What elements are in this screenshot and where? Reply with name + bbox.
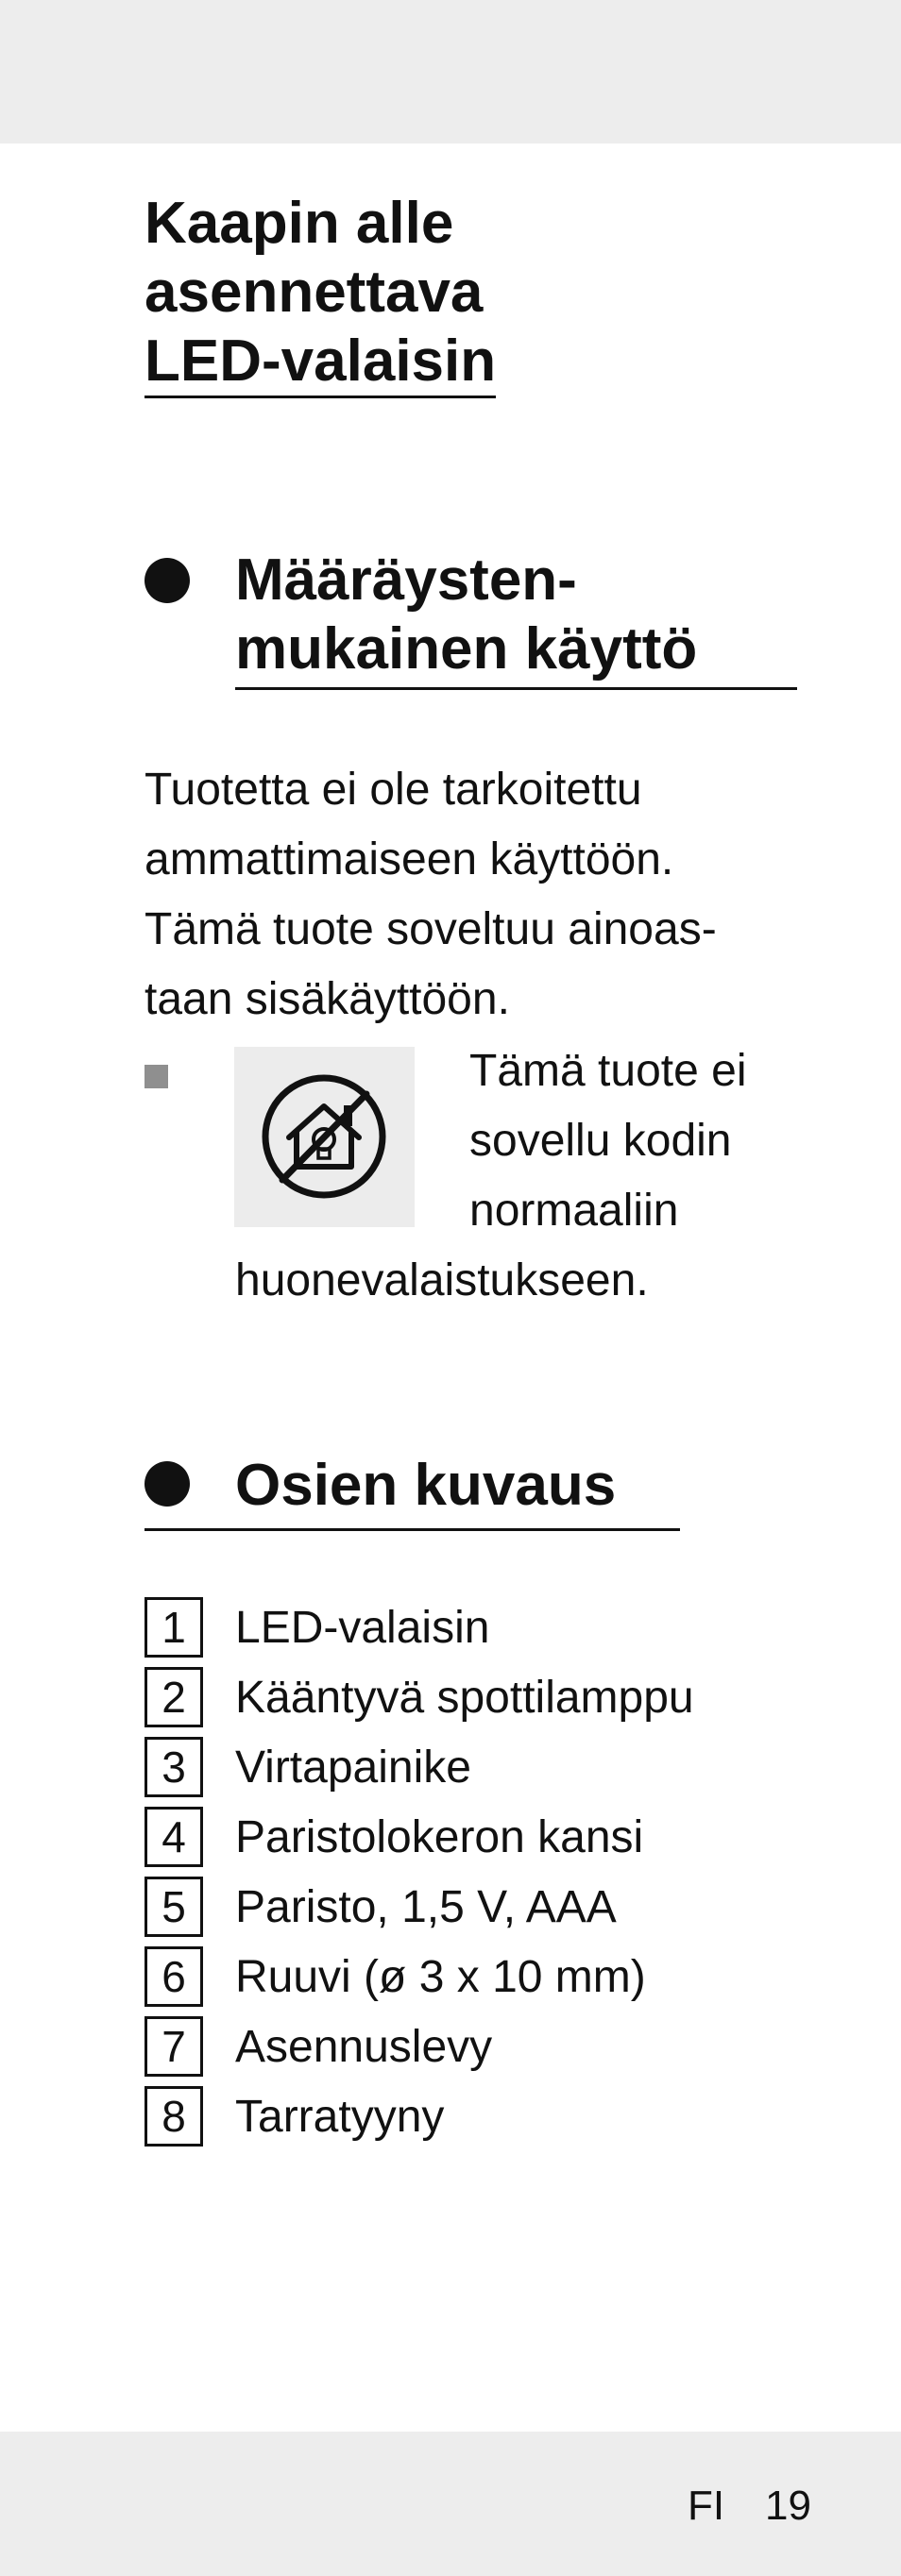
part-label: Virtapainike	[235, 1743, 471, 1793]
heading-line-1: Määräysten-	[235, 547, 577, 613]
part-number: 2	[144, 1667, 203, 1727]
heading-underline	[144, 1528, 680, 1531]
part-label: Paristo, 1,5 V, AAA	[235, 1882, 617, 1932]
title-line-3: LED-valaisin	[144, 327, 496, 398]
part-label: Paristolokeron kansi	[235, 1812, 644, 1862]
section-heading-intended-use	[235, 546, 697, 683]
no-household-lighting-icon	[234, 1047, 415, 1227]
part-number: 6	[144, 1946, 203, 2007]
title-line-1: Kaapin alle	[144, 191, 454, 256]
part-number: 5	[144, 1877, 203, 1937]
note-line: sovellu kodin	[469, 1116, 732, 1166]
note-line: huonevalaistukseen.	[235, 1255, 649, 1305]
part-number: 1	[144, 1597, 203, 1658]
section-bullet-icon	[144, 558, 190, 603]
part-number: 8	[144, 2086, 203, 2147]
paragraph-line: ammattimaiseen käyttöön.	[144, 834, 674, 884]
part-label: Ruuvi (ø 3 x 10 mm)	[235, 1952, 646, 2002]
document-title	[144, 189, 636, 398]
part-number: 4	[144, 1807, 203, 1867]
note-line: normaaliin	[469, 1186, 679, 1236]
page-number: 19	[765, 2483, 811, 2529]
part-number: 7	[144, 2016, 203, 2077]
part-number: 3	[144, 1737, 203, 1797]
square-bullet-icon	[144, 1065, 168, 1088]
section-heading-parts	[235, 1451, 616, 1520]
header-band	[0, 0, 901, 143]
paragraph-line: Tämä tuote soveltuu ainoas-	[144, 904, 717, 954]
title-line-2: asennettava	[144, 260, 484, 325]
part-label: Kääntyvä spottilamppu	[235, 1673, 694, 1723]
paragraph-line: Tuotetta ei ole tarkoitettu	[144, 765, 642, 815]
paragraph-line: taan sisäkäyttöön.	[144, 974, 510, 1024]
heading-underline	[235, 687, 797, 690]
footer-language: FI	[688, 2483, 725, 2529]
part-label: LED-valaisin	[235, 1603, 490, 1653]
intended-use-paragraph	[144, 755, 787, 1035]
section-bullet-icon	[144, 1461, 190, 1507]
heading-line-2: mukainen käyttö	[235, 616, 698, 682]
part-label: Asennuslevy	[235, 2022, 493, 2072]
heading-text: Osien kuvaus	[235, 1453, 617, 1518]
note-line: Tämä tuote ei	[469, 1046, 747, 1096]
part-label: Tarratyyny	[235, 2092, 445, 2142]
